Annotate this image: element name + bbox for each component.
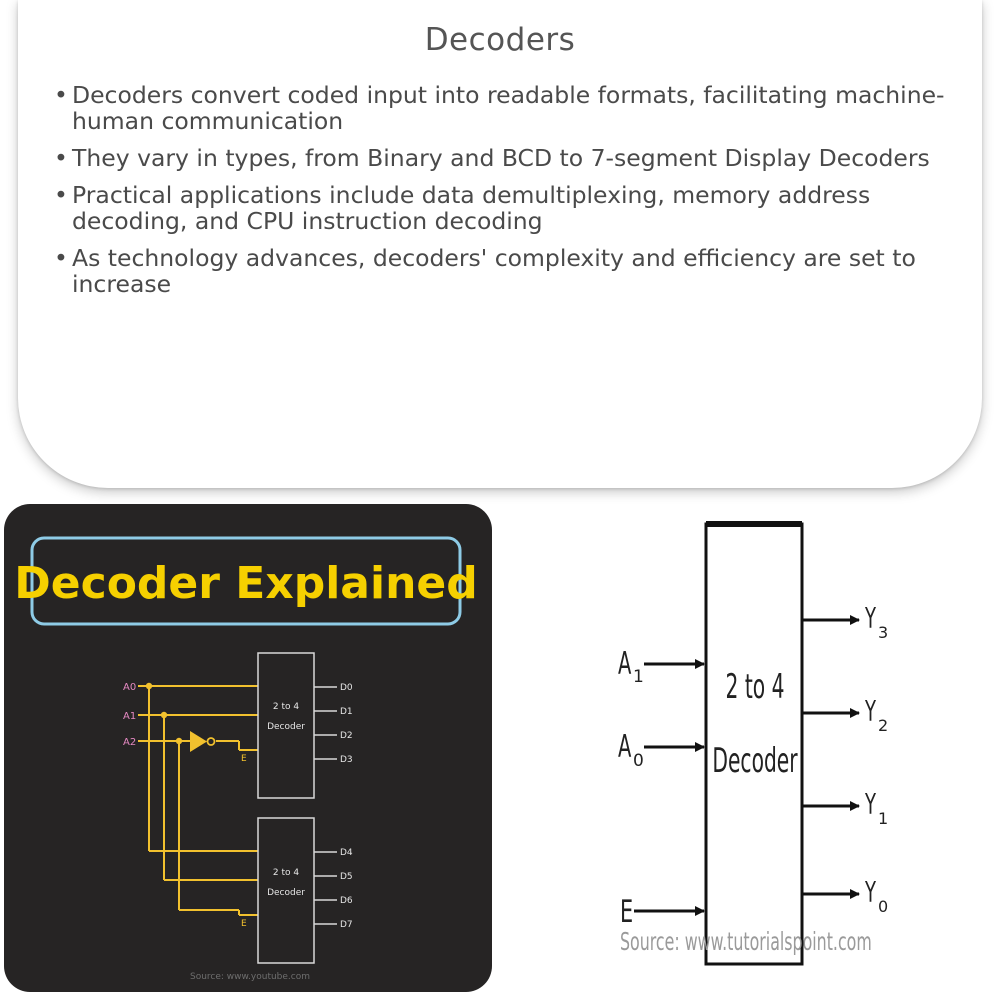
source-caption-left: Source: www.youtube.com <box>189 972 311 982</box>
output-label-d7: D7 <box>340 920 353 930</box>
input-label-a0-letter: A <box>618 729 632 766</box>
output-label-d0: D0 <box>340 683 353 693</box>
bullet-list <box>36 82 966 308</box>
output-label-y3-letter: Y <box>865 601 876 636</box>
block-label-line2: Decoder <box>712 740 798 781</box>
page-title: Decoders <box>424 22 576 58</box>
bullet-item: • They vary in types, from Binary and BCD to 7-segment Display Decoders <box>36 145 966 171</box>
output-label-y2-sub: 2 <box>878 716 889 735</box>
output-label-d4: D4 <box>340 848 353 858</box>
output-label-y3-sub: 3 <box>878 623 889 642</box>
summary-card <box>18 0 982 488</box>
input-label-a1-sub: 1 <box>633 667 644 687</box>
source-caption-right: Source: www.tutorialspoint.com <box>620 926 872 956</box>
input-label-a1-letter: A <box>618 646 632 683</box>
output-label-y0-letter: Y <box>865 875 876 910</box>
output-lines <box>314 687 337 924</box>
decoder-top-label-2: Decoder <box>267 722 305 732</box>
decoder-top-label-1: 2 to 4 <box>272 702 300 712</box>
bullet-item: • Practical applications include data demultiplexing, memory address decoding, and CPU instruction decoding <box>36 182 966 234</box>
decoder-bottom-label-2: Decoder <box>267 888 305 898</box>
output-label-y0-sub: 0 <box>878 897 889 916</box>
input-label-enable: E <box>620 893 634 931</box>
banner-title: Decoder Explained <box>14 558 478 609</box>
block-label-line1: 2 to 4 <box>725 666 785 707</box>
enable-label-bottom: E <box>241 919 247 929</box>
decoder-bottom-label-1: 2 to 4 <box>272 868 300 878</box>
input-label-a2: A2 <box>123 737 137 748</box>
output-label-d3: D3 <box>340 755 353 765</box>
output-label-y1-letter: Y <box>865 787 876 822</box>
output-label-d6: D6 <box>340 896 353 906</box>
enable-label-top: E <box>241 754 247 764</box>
decoder-explained-figure <box>4 504 492 992</box>
bullet-item: • As technology advances, decoders' complexity and efficiency are set to increase <box>36 245 966 297</box>
input-label-a0-sub: 0 <box>633 751 644 771</box>
inverter-bubble-icon <box>208 738 215 745</box>
wiring <box>138 686 258 915</box>
inverter-icon <box>190 731 207 752</box>
bullet-item: • Decoders convert coded input into readable formats, facilitating machine-human communication <box>36 82 966 134</box>
output-label-y1-sub: 1 <box>878 809 889 828</box>
decoder-block-diagram <box>600 510 900 990</box>
output-label-d5: D5 <box>340 872 353 882</box>
output-label-y2-letter: Y <box>865 694 876 729</box>
input-label-a1: A1 <box>123 711 137 722</box>
output-label-d2: D2 <box>340 731 353 741</box>
block-diagram-svg <box>600 510 900 990</box>
output-label-d1: D1 <box>340 707 353 717</box>
decoder-explained-svg <box>4 504 492 992</box>
input-label-a0: A0 <box>123 682 137 693</box>
